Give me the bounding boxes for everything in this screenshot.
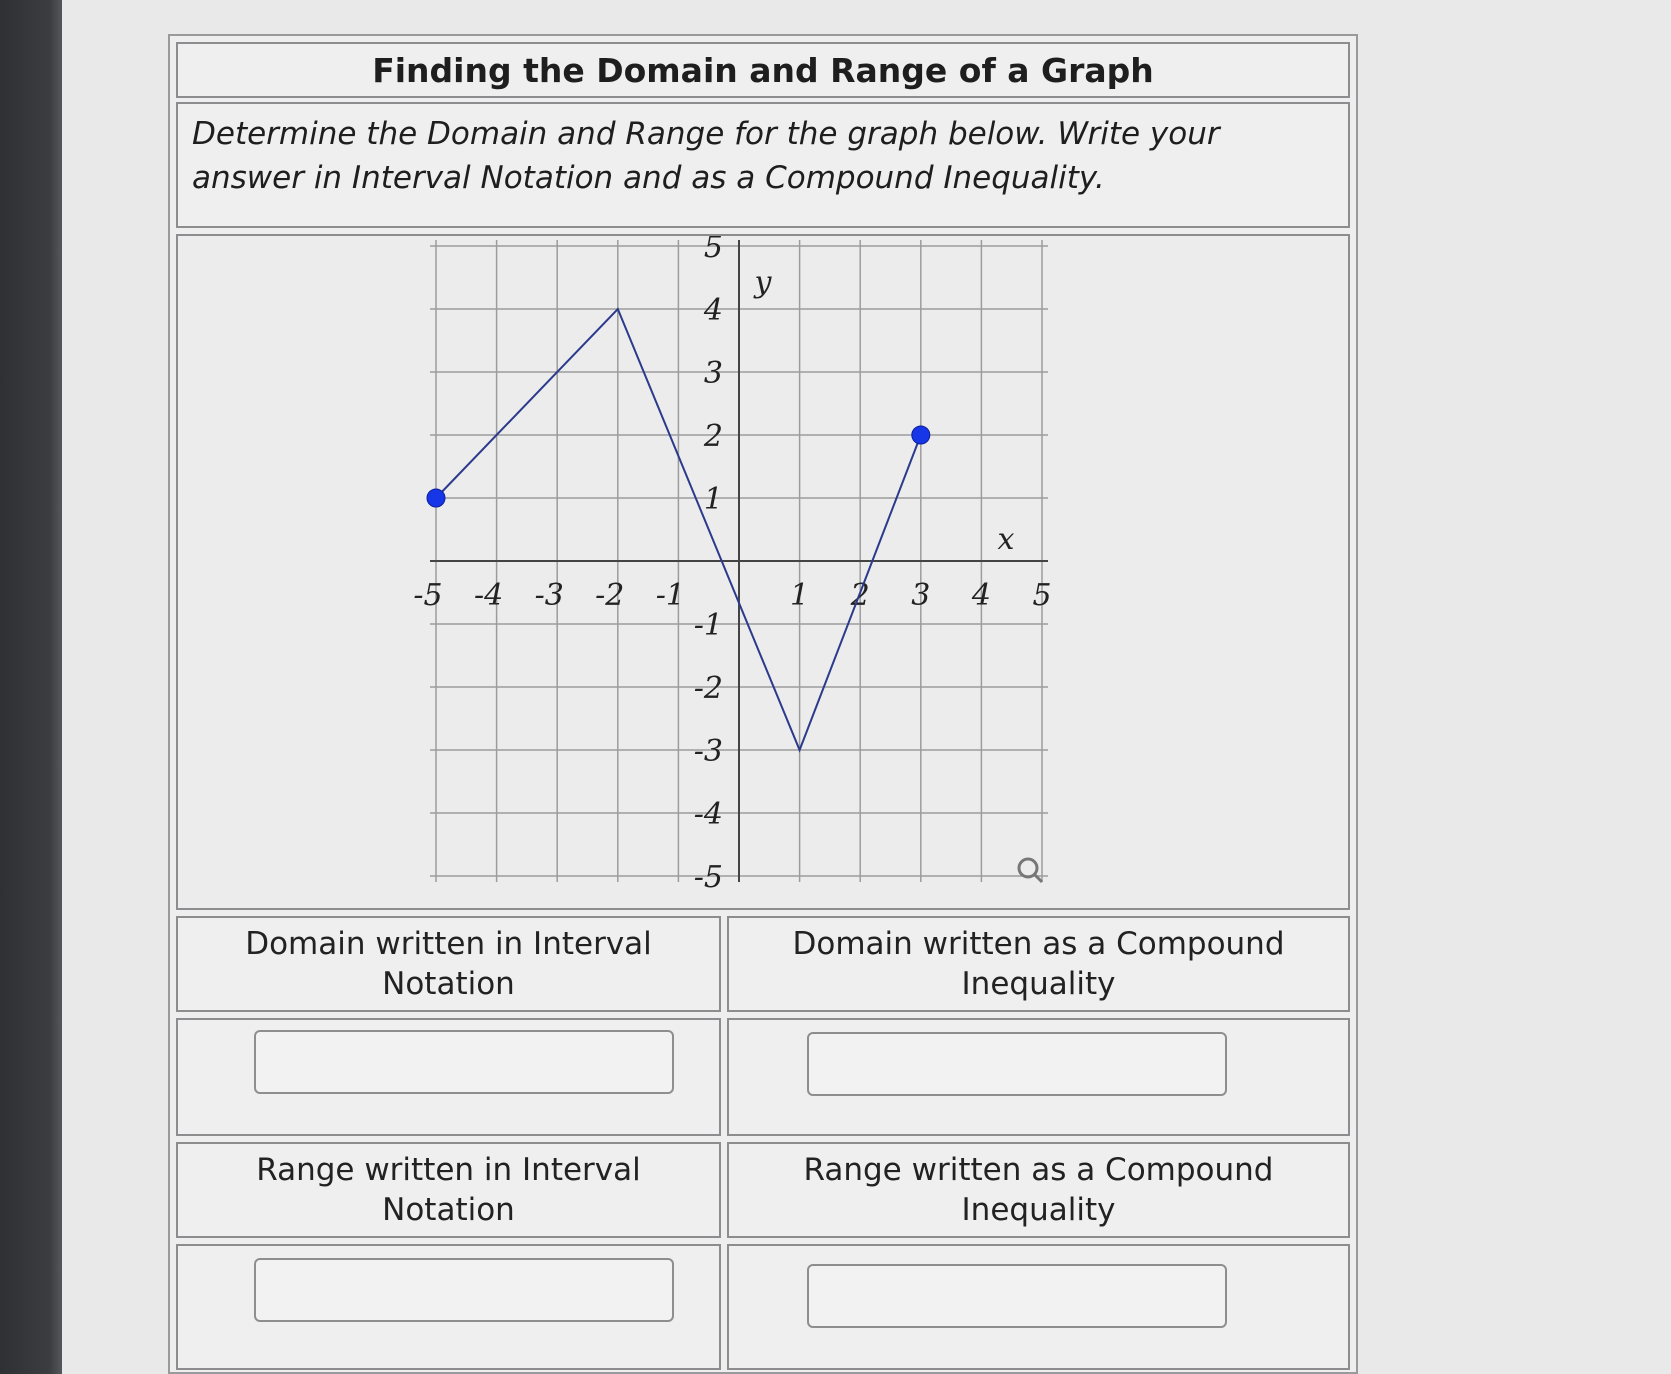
y-tick-label: -2 [693,671,723,706]
range-interval-cell [176,1244,721,1370]
worksheet [168,34,1358,1374]
range-inequality-label: Range written as a Compound Inequality [727,1142,1350,1238]
range-inequality-input[interactable] [807,1264,1227,1328]
closed-endpoint [427,489,445,507]
worksheet-instructions: Determine the Domain and Range for the graph below. Write your answer in Interval Notation and as a Compound Inequality. [176,102,1350,228]
y-tick-label: -4 [693,797,723,832]
range-inequality-cell [727,1244,1350,1370]
closed-endpoint [912,426,930,444]
x-tick-label: -2 [595,578,625,613]
x-tick-label: -3 [534,578,564,613]
y-tick-label: 3 [703,356,723,391]
range-interval-input[interactable] [254,1258,674,1322]
range-interval-label: Range written in Interval Notation [176,1142,721,1238]
x-tick-label: -1 [655,578,686,613]
x-tick-label: 1 [790,578,810,613]
domain-interval-label: Domain written in Interval Notation [176,916,721,1012]
y-tick-label: 1 [703,482,723,517]
graph-panel [176,234,1350,910]
x-tick-label: -4 [473,578,504,613]
y-tick-label: 5 [703,236,723,265]
domain-interval-cell [176,1018,721,1136]
y-tick-label: 2 [703,419,723,454]
domain-inequality-label: Domain written as a Compound Inequality [727,916,1350,1012]
worksheet-title: Finding the Domain and Range of a Graph [176,42,1350,98]
y-axis-label: y [754,265,772,300]
x-tick-label: 4 [971,578,991,613]
x-axis-label: x [997,522,1015,557]
y-tick-label: 4 [703,293,723,328]
x-tick-label: 5 [1032,578,1052,613]
y-tick-label: -1 [693,608,723,643]
screen-bezel [0,0,62,1374]
function-graph [178,236,1348,908]
x-tick-label: -5 [413,578,443,613]
domain-inequality-cell [727,1018,1350,1136]
domain-inequality-input[interactable] [807,1032,1227,1096]
x-tick-label: 3 [911,578,931,613]
magnifier-icon[interactable] [1019,859,1042,882]
y-tick-label: -5 [693,860,723,895]
domain-interval-input[interactable] [254,1030,674,1094]
y-tick-label: -3 [693,734,723,769]
x-tick-label: 2 [850,578,870,613]
